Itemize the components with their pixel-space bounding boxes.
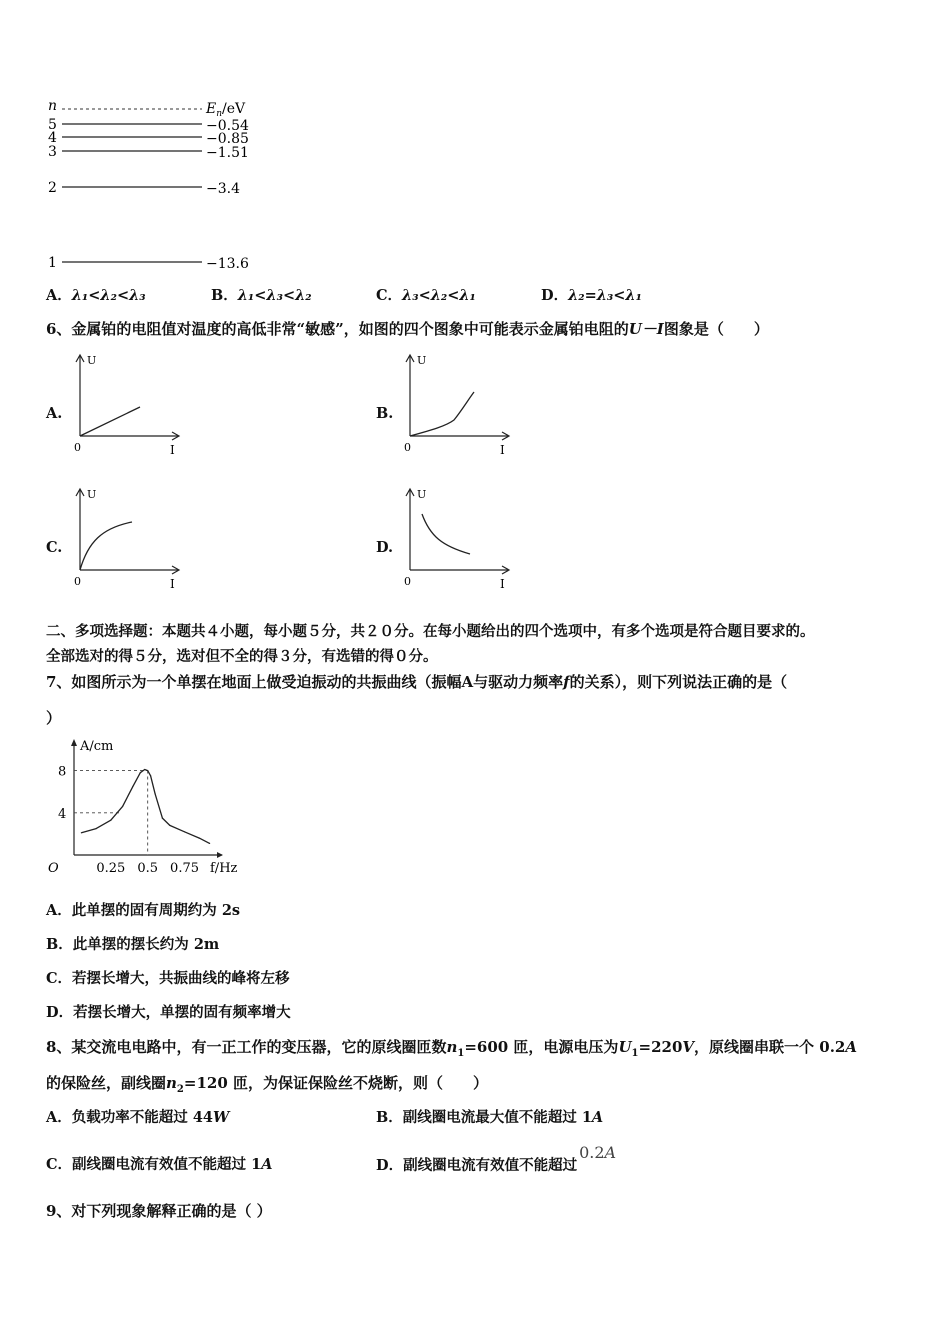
option-text: λ₁<λ₃<λ₂ xyxy=(237,287,312,304)
resonance-point xyxy=(162,818,163,819)
energy-level-value-5: −0.54 xyxy=(206,118,249,134)
y-axis-label: U xyxy=(417,354,427,367)
q6-graph-c xyxy=(72,484,222,594)
resonance-point xyxy=(132,786,133,787)
origin-label: 0 xyxy=(404,441,411,454)
y-tick-label-8: 8 xyxy=(58,764,67,780)
resonance-curve xyxy=(81,770,209,844)
resonance-point xyxy=(155,793,156,794)
energy-levels xyxy=(48,117,249,272)
q7-option-a[interactable] xyxy=(46,901,240,921)
q7-option-b[interactable] xyxy=(46,935,219,955)
x-tick-label-0.25: 0.25 xyxy=(96,861,126,876)
q6-question: 6、金属铂的电阻值对温度的高低非常“敏感”，如图的四个图象中可能表示金属铂电阻的U－I图象是（ ） xyxy=(46,320,769,338)
option-letter: D． xyxy=(541,287,569,304)
option-letter: B． xyxy=(211,287,238,304)
origin-label: 0 xyxy=(74,441,81,454)
option-text: λ₁<λ₂<λ₃ xyxy=(71,287,146,304)
energy-level-n-2: 2 xyxy=(48,180,57,196)
y-axis-arrow xyxy=(71,739,77,746)
x-axis-label: I xyxy=(500,443,505,457)
origin-label: O xyxy=(48,861,59,876)
q6-graph-d xyxy=(402,484,552,594)
graph-curve xyxy=(422,514,470,554)
option-text: 此单摆的固有周期约为 2s xyxy=(71,902,241,919)
option-letter: D． xyxy=(46,1004,74,1021)
origin-label: 0 xyxy=(74,575,81,588)
energy-level-value-2: −3.4 xyxy=(206,181,240,197)
q8-option-d-math: 0.2A xyxy=(579,1143,617,1162)
energy-level-value-3: −1.51 xyxy=(206,145,249,161)
q6-graph-b xyxy=(402,350,552,460)
x-axis-arrow xyxy=(217,852,223,858)
q8-option-d[interactable]: D．副线圈电流有效值不能超过0.2A xyxy=(376,1143,617,1174)
q8-question-line1: 8、某交流电电路中，有一正工作的变压器，它的原线圈匝数$n_1=600$ 匝，电源电压为$U_1=220V$，原线圈串联一个 0.2A xyxy=(46,1038,857,1059)
resonance-point xyxy=(81,832,82,833)
y-axis-label: U xyxy=(87,354,97,367)
energy-level-n-3: 3 xyxy=(48,144,57,160)
graph-curve xyxy=(410,392,474,436)
energy-level-n-1: 1 xyxy=(48,255,57,271)
option-letter: A． xyxy=(46,902,72,919)
energy-level-value-1: −13.6 xyxy=(206,256,249,272)
y-axis-label: A/cm xyxy=(80,739,114,754)
q8-option-c[interactable]: C．副线圈电流有效值不能超过 1A xyxy=(46,1156,273,1173)
q7-question: 7、如图所示为一个单摆在地面上做受迫振动的共振曲线（振幅A与驱动力频率f的关系），则下列说法正确的是（ xyxy=(46,673,788,691)
option-text: 此单摆的摆长约为 2m xyxy=(72,936,220,953)
x-axis-label: f/Hz xyxy=(210,861,238,876)
section2-heading: 二、多项选择题：本题共４小题，每小题５分，共２０分。在每小题给出的四个选项中，有多个选项是符合题目要求的。 xyxy=(46,623,815,640)
graph-curve xyxy=(80,522,132,570)
section2-instructions: 全部选对的得５分，选对但不全的得３分，有选错的得０分。 xyxy=(46,648,438,665)
q7-option-c[interactable] xyxy=(46,969,290,989)
option-letter: C． xyxy=(376,287,403,304)
x-tick-label-0.5: 0.5 xyxy=(137,861,159,876)
q8-question-line2: 的保险丝，副线圈$n_2=120$ 匝，为保证保险丝不烧断，则（ ） xyxy=(46,1074,488,1095)
option-text: λ₃<λ₂<λ₁ xyxy=(402,287,476,304)
energy-unit-label: $E_n/eV$ xyxy=(206,101,246,119)
resonance-point xyxy=(209,843,210,844)
energy-level-diagram xyxy=(40,96,270,276)
option-letter: C． xyxy=(46,970,73,987)
energy-level-value-4: −0.85 xyxy=(206,131,249,147)
resonance-point xyxy=(169,825,170,826)
n-axis-label: n xyxy=(48,98,58,114)
q6-option-a-label[interactable]: A. xyxy=(46,405,63,422)
q7-question-close: ） xyxy=(46,709,62,727)
q5-option-d[interactable] xyxy=(541,286,642,306)
resonance-point xyxy=(122,806,123,807)
q5-option-a[interactable] xyxy=(46,286,146,306)
x-tick-label-0.75: 0.75 xyxy=(170,861,200,876)
q6-option-b-label[interactable]: B. xyxy=(376,405,394,422)
option-text: 若摆长增大，单摆的固有频率增大 xyxy=(73,1004,291,1021)
option-text: 若摆长增大，共振曲线的峰将左移 xyxy=(72,970,290,987)
resonance-point xyxy=(96,828,97,829)
resonance-point xyxy=(140,772,141,773)
resonance-point xyxy=(147,770,148,771)
y-axis-label: U xyxy=(87,488,97,501)
energy-level-n-4: 4 xyxy=(48,130,57,146)
resonance-point xyxy=(199,838,200,839)
q8-option-b[interactable]: B．副线圈电流最大值不能超过 1A xyxy=(376,1109,604,1126)
y-axis-label: U xyxy=(417,488,427,501)
q6-option-d-label[interactable]: D. xyxy=(376,539,394,556)
energy-level-n-5: 5 xyxy=(48,117,57,133)
option-letter: A． xyxy=(46,287,72,304)
q9-question: 9、对下列现象解释正确的是（ ） xyxy=(46,1202,272,1220)
q5-option-b[interactable] xyxy=(211,286,312,306)
origin-label: 0 xyxy=(404,575,411,588)
option-text: λ₂=λ₃<λ₁ xyxy=(568,287,642,304)
option-letter: B． xyxy=(46,936,73,953)
q8-option-a[interactable]: A．负载功率不能超过 44W xyxy=(46,1109,230,1126)
q7-option-d[interactable] xyxy=(46,1003,291,1023)
resonance-point xyxy=(150,775,151,776)
resonance-point xyxy=(184,831,185,832)
resonance-point xyxy=(144,769,145,770)
resonance-curve-chart xyxy=(40,735,238,880)
q5-option-c[interactable] xyxy=(376,286,476,306)
x-axis-label: I xyxy=(170,443,175,457)
y-tick-label-4: 4 xyxy=(58,806,67,822)
q6-graph-a xyxy=(72,350,222,460)
q6-option-c-label[interactable]: C. xyxy=(46,539,63,556)
graph-curve xyxy=(80,407,140,436)
x-axis-label: I xyxy=(500,577,505,591)
resonance-point xyxy=(110,820,111,821)
x-axis-label: I xyxy=(170,577,175,591)
